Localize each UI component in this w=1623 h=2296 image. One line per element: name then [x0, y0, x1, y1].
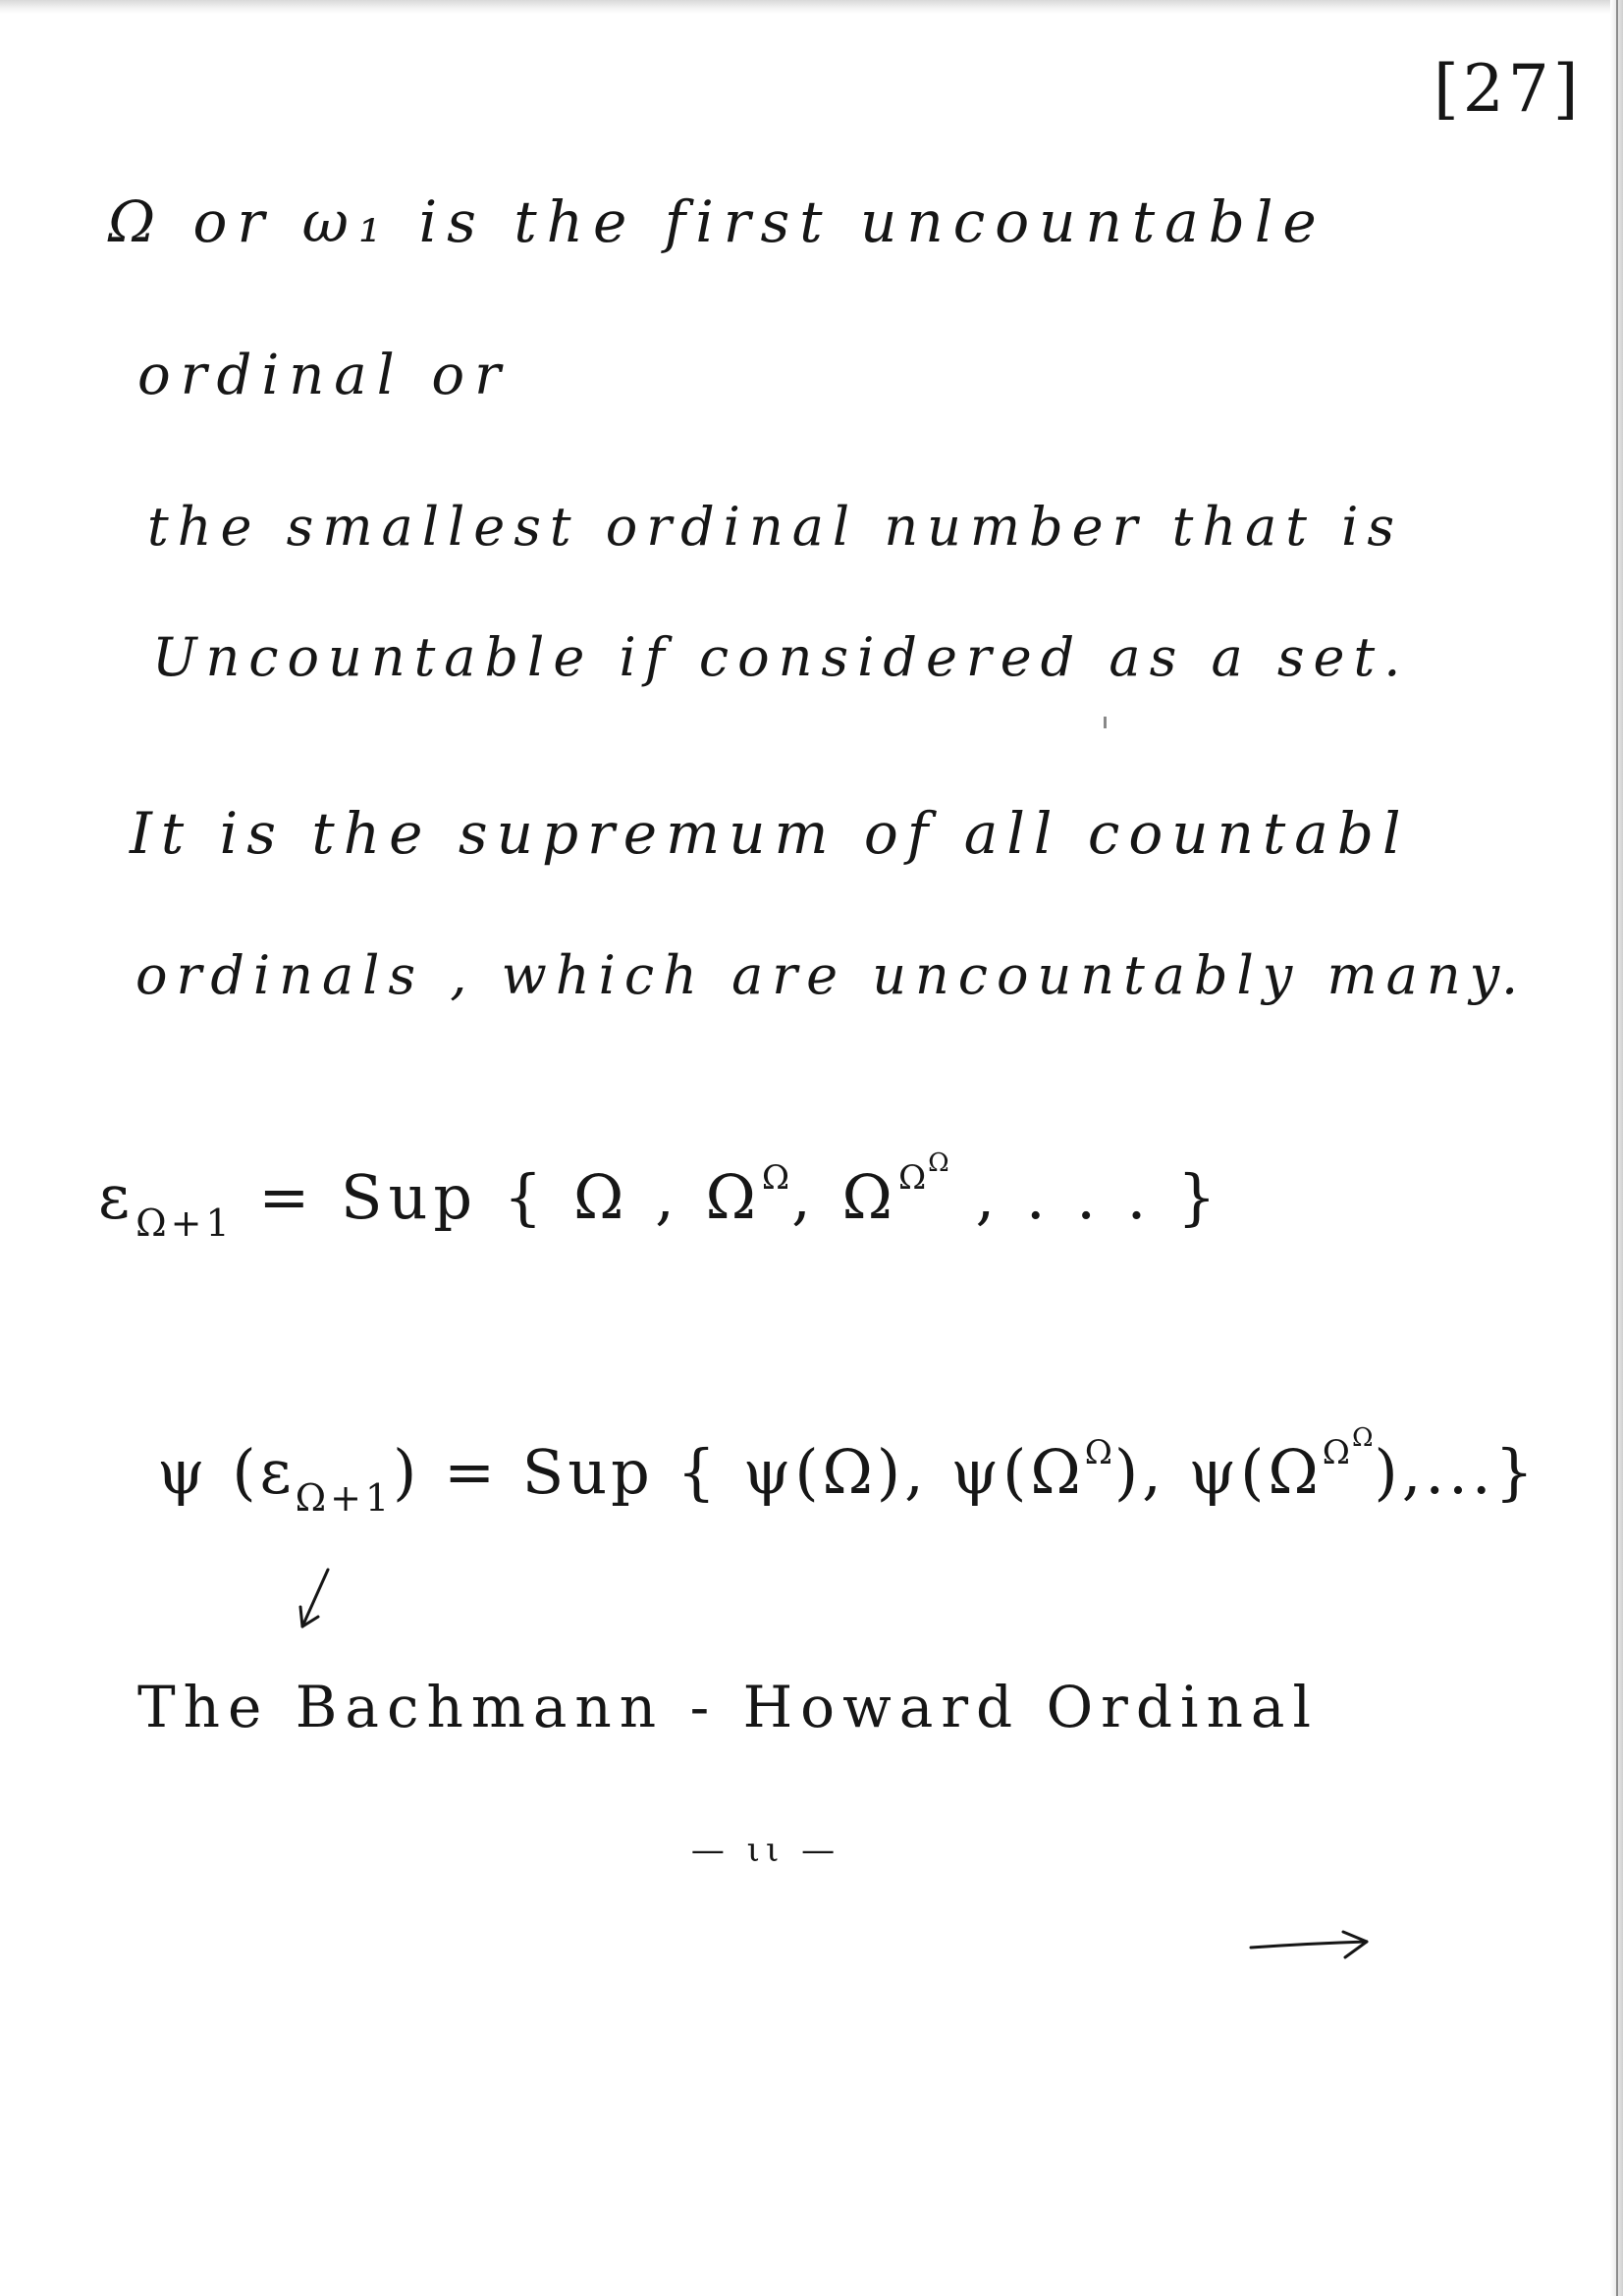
psi-lhs-subscript: Ω+1 [295, 1476, 394, 1520]
text-line-4: Uncountable if considered as a set. [152, 626, 1410, 688]
epsilon-formula [98, 1148, 1222, 1245]
text-line-2: ordinal or [137, 344, 511, 407]
page-separator [643, 1834, 889, 1873]
arrow-down-left-icon [295, 1566, 334, 1634]
psi-exponent-2: Ω [1322, 1433, 1352, 1472]
psi-exponent-3: Ω [1351, 1423, 1375, 1453]
psi-formula [157, 1423, 1538, 1520]
omega-exponent-2: Ω [897, 1158, 929, 1198]
text-line-3: the smallest ordinal number that is [147, 496, 1404, 558]
bachmann-howard-label: The Bachmann - Howard Ordinal [137, 1674, 1320, 1740]
psi-exponent-1: Ω [1084, 1433, 1114, 1472]
omega-exponent-1: Ω [761, 1158, 792, 1198]
psi-sup-start: = Sup { ψ(Ω), ψ(Ω [444, 1436, 1085, 1508]
text-line-1: Ω or ω₁ is the first uncountable [108, 188, 1326, 255]
text-line-6: ordinals , which are uncountably many. [135, 944, 1528, 1006]
stray-mark [1104, 717, 1107, 728]
scan-top-edge [0, 0, 1623, 14]
epsilon-subscript: Ω+1 [135, 1201, 234, 1245]
psi-sup-end: ),...} [1374, 1436, 1538, 1508]
sup-set-start: = Sup { Ω , Ω [258, 1161, 762, 1233]
epsilon-symbol: ε [98, 1161, 136, 1233]
arrow-right-icon [1247, 1926, 1375, 1965]
psi-sup-mid: ), ψ(Ω [1113, 1436, 1323, 1508]
psi-lhs: ψ (ε [157, 1436, 296, 1508]
text-line-5: It is the supremum of all countabl [130, 800, 1410, 867]
sup-set-end: , . . . } [975, 1161, 1222, 1233]
page-separator-text: — ιι — [690, 1834, 841, 1870]
sup-set-mid: , Ω [791, 1161, 898, 1233]
page-number: [27] [1434, 51, 1583, 127]
omega-exponent-3: Ω [928, 1148, 950, 1178]
psi-lhs-close: ) [393, 1436, 421, 1508]
scan-right-border [1616, 0, 1618, 2296]
